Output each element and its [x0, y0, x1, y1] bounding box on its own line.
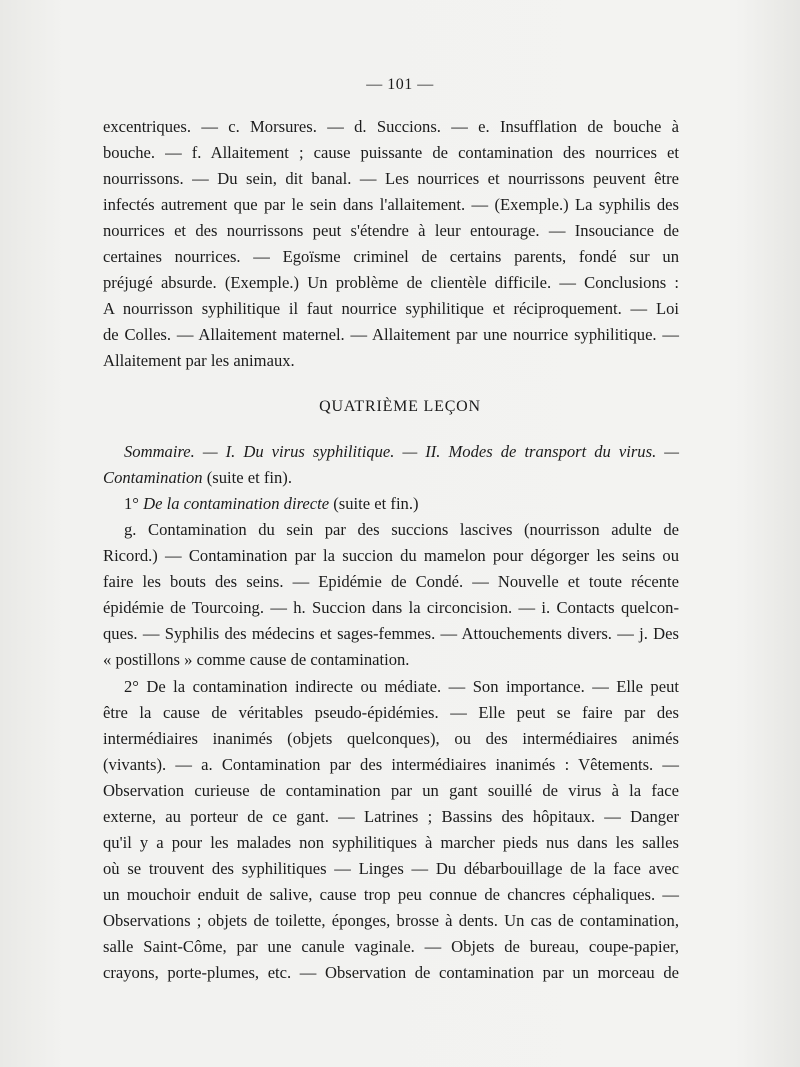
text-line: qu'il y a pour les malades non syphilitiques à marcher pieds nus dans les salles	[103, 833, 679, 852]
text-line: faire les bouts des seins. — Epidémie de Condé. — Nouvelle et toute récente	[103, 572, 679, 591]
sommaire-rest: (suite et fin).	[202, 468, 292, 487]
text-line: certaines nourrices. — Egoïsme criminel de certains parents, fondé sur un	[103, 247, 679, 266]
text-line: infectés autrement que par le sein dans l'allaitement. — (Exemple.) La syphilis des	[103, 195, 679, 214]
lesson-heading: QUATRIÈME LEÇON	[319, 398, 481, 415]
text-line: Ricord.) — Contamination par la succion du mamelon pour dégorger les seins ou	[103, 546, 679, 565]
text-line: ques. — Syphilis des médecins et sages-femmes. — Attouchements divers. — j. Des	[103, 624, 679, 643]
section-title-italic: De la contamination directe	[143, 494, 330, 513]
text-line: un mouchoir enduit de salive, cause trop peu connue de chancres céphaliques. —	[103, 885, 679, 904]
text-line: où se trouvent des syphilitiques — Linges — Du débarbouillage de la face avec	[103, 859, 679, 878]
text-line: « postillons » comme cause de contamination.	[103, 650, 410, 669]
text-line: préjugé absurde. (Exemple.) Un problème de clientèle difficile. — Conclusions :	[103, 273, 679, 292]
sommaire-line	[103, 466, 679, 490]
text-line: crayons, porte-plumes, etc. — Observation de contamination par un morceau de	[103, 963, 679, 982]
text-line: Observation curieuse de contamination par un gant souillé de virus à la face	[103, 781, 679, 800]
text-line: épidémie de Tourcoing. — h. Succion dans la circoncision. — i. Contacts quelcon-	[103, 598, 679, 617]
sommaire-line: Sommaire. — I. Du virus syphilitique. — II. Modes de transport du virus. —	[124, 442, 679, 461]
text-line: excentriques. — c. Morsures. — d. Succions. — e. Insufflation de bouche à	[103, 117, 679, 136]
text-line: externe, au porteur de ce gant. — Latrines ; Bassins des hôpitaux. — Danger	[103, 807, 679, 826]
text-line: nourrices et des nourrissons peut s'étendre à leur entourage. — Insouciance de	[103, 221, 679, 240]
text-line: (vivants). — a. Contamination par des intermédiaires inanimés : Vêtements. —	[103, 755, 679, 774]
sommaire-italic: Contamination	[103, 468, 203, 487]
section-title	[124, 492, 679, 516]
section-number: 1°	[124, 494, 139, 513]
text-line: salle Saint-Côme, par une canule vaginale. — Objets de bureau, coupe-papier,	[103, 937, 679, 956]
text-line: 2° De la contamination indirecte ou médiate. — Son importance. — Elle peut	[124, 677, 679, 696]
text-line: Allaitement par les animaux.	[103, 351, 295, 370]
text-line: bouche. — f. Allaitement ; cause puissante de contamination des nourrices et	[103, 143, 679, 162]
text-line: de Colles. — Allaitement maternel. — Allaitement par une nourrice syphilitique. —	[103, 325, 679, 344]
text-line: Observations ; objets de toilette, éponges, brosse à dents. Un cas de contamination,	[103, 911, 679, 930]
text-line: A nourrisson syphilitique il faut nourrice syphilitique et réciproquement. — Loi	[103, 299, 679, 318]
text-line: être la cause de véritables pseudo-épidémies. — Elle peut se faire par des	[103, 703, 679, 722]
section-title-rest: (suite et fin.)	[329, 494, 419, 513]
text-line: intermédiaires inanimés (objets quelconques), ou des intermédiaires animés	[103, 729, 679, 748]
text-line: nourrissons. — Du sein, dit banal. — Les nourrices et nourrissons peuvent être	[103, 169, 679, 188]
page-number: — 101 —	[366, 76, 434, 93]
text-line: g. Contamination du sein par des succions lascives (nourrisson adulte de	[124, 520, 679, 539]
